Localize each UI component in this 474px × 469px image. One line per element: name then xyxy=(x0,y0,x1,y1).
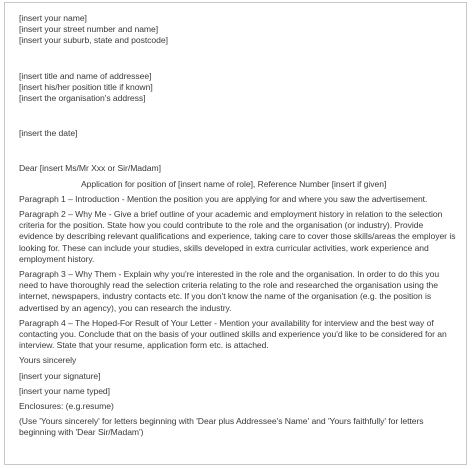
letter-content xyxy=(19,13,459,439)
letter-date: [insert the date] xyxy=(19,128,78,139)
closing-note: (Use 'Yours sincerely' for letters beginning with 'Dear plus Addressee's Name' and 'Yours faithfully' for letters beginning with 'Dear Sir/Madam') xyxy=(19,416,424,438)
addressee-block xyxy=(19,71,459,105)
paragraph-4: Paragraph 4 – The Hoped-For Result of Your Letter - Mention your availability for interview and the best way of contacting you. Conclude that on the basis of your outlined skills and experience you'd like to be considered for an interview. State that your resume, application form etc. is attached. xyxy=(19,317,447,351)
subject-line: Application for position of [insert name of role], Reference Number [insert if given] xyxy=(81,178,387,189)
sender-block xyxy=(19,13,459,47)
sender-name: [insert your name] xyxy=(19,13,87,23)
addressee-name: [insert title and name of addressee] xyxy=(19,70,152,81)
sender-suburb: [insert your suburb, state and postcode] xyxy=(19,35,168,46)
paragraph-1: Paragraph 1 – Introduction - Mention the position you are applying for and where you saw the advertisement. xyxy=(19,193,428,204)
letter-page xyxy=(4,2,467,465)
sender-street: [insert your street number and name] xyxy=(19,24,159,35)
enclosures: Enclosures: (e.g.resume) xyxy=(19,401,114,412)
addressee-address: [insert the organisation's address] xyxy=(19,93,146,104)
salutation: Dear [insert Ms/Mr Xxx or Sir/Madam] xyxy=(19,163,161,174)
addressee-position: [insert his/her position title if known] xyxy=(19,81,153,92)
paragraph-3: Paragraph 3 – Why Them - Explain why you're interested in the role and the organisation. In order to do this you need to have thoroughly read the selection criteria relating to the role and researched the organisation using the internet, newspapers, industry contacts etc. If you don't know the name of the organisation (e.g. the position is advertised by an agency), you can research the industry. xyxy=(19,269,440,313)
paragraph-2: Paragraph 2 – Why Me - Give a brief outline of your academic and employment history in relation to the selection criteria for the position. State how you could contribute to the role and the organisation (or industry). Provide evidence by describing relevant qualifications and experience, taking care to cover those skills/areas the employer is looking for. These can include your studies, skills developed in extra curricular activities, work experience and employment history. xyxy=(19,209,456,264)
signature-placeholder: [insert your signature] xyxy=(19,370,101,381)
closing: Yours sincerely xyxy=(19,355,77,366)
typed-name-placeholder: [insert your name typed] xyxy=(19,385,110,396)
